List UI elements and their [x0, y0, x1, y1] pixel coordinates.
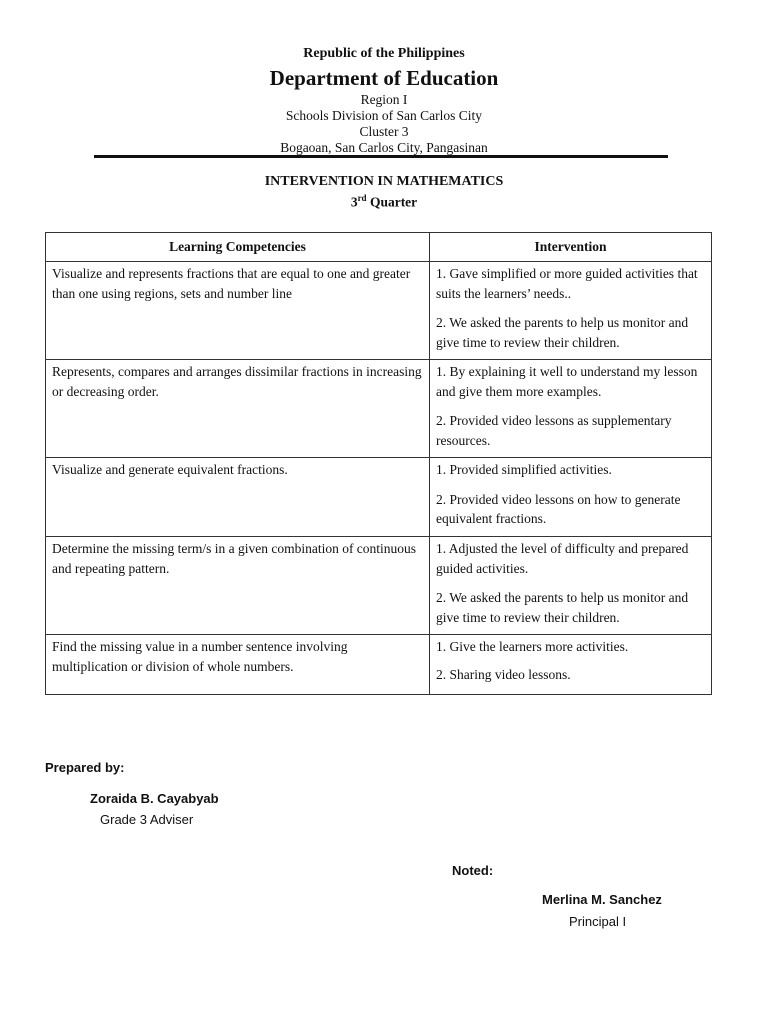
intervention-item: 1. Provided simplified activities.	[436, 462, 612, 477]
intervention-item: 1. By explaining it well to understand my lesson and give them more examples.	[436, 364, 698, 399]
intervention-item: 1. Gave simplified or more guided activities that suits the learners’ needs..	[436, 266, 698, 301]
table-row	[46, 458, 712, 537]
competency-cell: Visualize and represents fractions that are equal to one and greater than one using regions, sets and number line	[46, 262, 430, 360]
intervention-item: 2. Provided video lessons on how to generate equivalent fractions.	[436, 491, 681, 526]
division-line: Schools Division of San Carlos City	[285, 108, 483, 123]
intervention-cell	[430, 262, 712, 360]
competency-cell: Determine the missing term/s in a given combination of continuous and repeating pattern.	[46, 537, 430, 635]
republic-line: Republic of the Philippines	[303, 46, 465, 61]
competency-table	[45, 232, 712, 695]
header-divider	[94, 155, 668, 158]
header-learning-competencies: Learning Competencies	[46, 233, 430, 262]
noter-name: Merlina M. Sanchez	[542, 892, 662, 907]
prepared-by-label: Prepared by:	[45, 760, 125, 775]
competency-cell: Find the missing value in a number sentence involving multiplication or division of whole numbers.	[46, 635, 430, 695]
competency-cell: Represents, compares and arranges dissimilar fractions in increasing or decreasing order.	[46, 360, 430, 458]
preparer-name: Zoraida B. Cayabyab	[90, 791, 219, 806]
document-title: INTERVENTION IN MATHEMATICS	[264, 174, 504, 189]
competency-cell: Visualize and generate equivalent fractions.	[46, 458, 430, 537]
intervention-cell	[430, 537, 712, 635]
noter-role: Principal I	[569, 914, 627, 929]
header-intervention: Intervention	[430, 233, 712, 262]
quarter-number: 3	[350, 194, 358, 210]
address-line: Bogaoan, San Carlos City, Pangasinan	[280, 140, 488, 155]
preparer-role: Grade 3 Adviser	[100, 812, 194, 827]
department-title: Department of Education	[269, 66, 499, 90]
intervention-cell	[430, 635, 712, 695]
region-line: Region I	[360, 92, 408, 107]
intervention-cell	[430, 360, 712, 458]
intervention-item: 2. We asked the parents to help us monitor and give time to review their children.	[436, 315, 689, 350]
noted-label: Noted:	[452, 863, 494, 878]
intervention-item: 1. Give the learners more activities.	[436, 639, 629, 654]
cluster-line: Cluster 3	[359, 124, 409, 139]
letterhead	[0, 44, 768, 156]
intervention-item: 2. Sharing video lessons.	[436, 666, 571, 682]
intervention-item: 2. We asked the parents to help us monitor and give time to review their children.	[436, 590, 689, 625]
quarter-word: Quarter	[369, 194, 418, 210]
intervention-cell	[430, 458, 712, 537]
table-row	[46, 635, 712, 695]
table-row	[46, 262, 712, 360]
quarter-title	[0, 193, 768, 211]
intervention-item: 2. Provided video lessons as supplementary resources.	[436, 413, 672, 448]
intervention-item: 1. Adjusted the level of difficulty and prepared guided activities.	[436, 541, 689, 576]
table-header-row	[46, 233, 712, 262]
quarter-suffix: rd	[357, 193, 367, 203]
table-row	[46, 537, 712, 635]
table-row	[46, 360, 712, 458]
